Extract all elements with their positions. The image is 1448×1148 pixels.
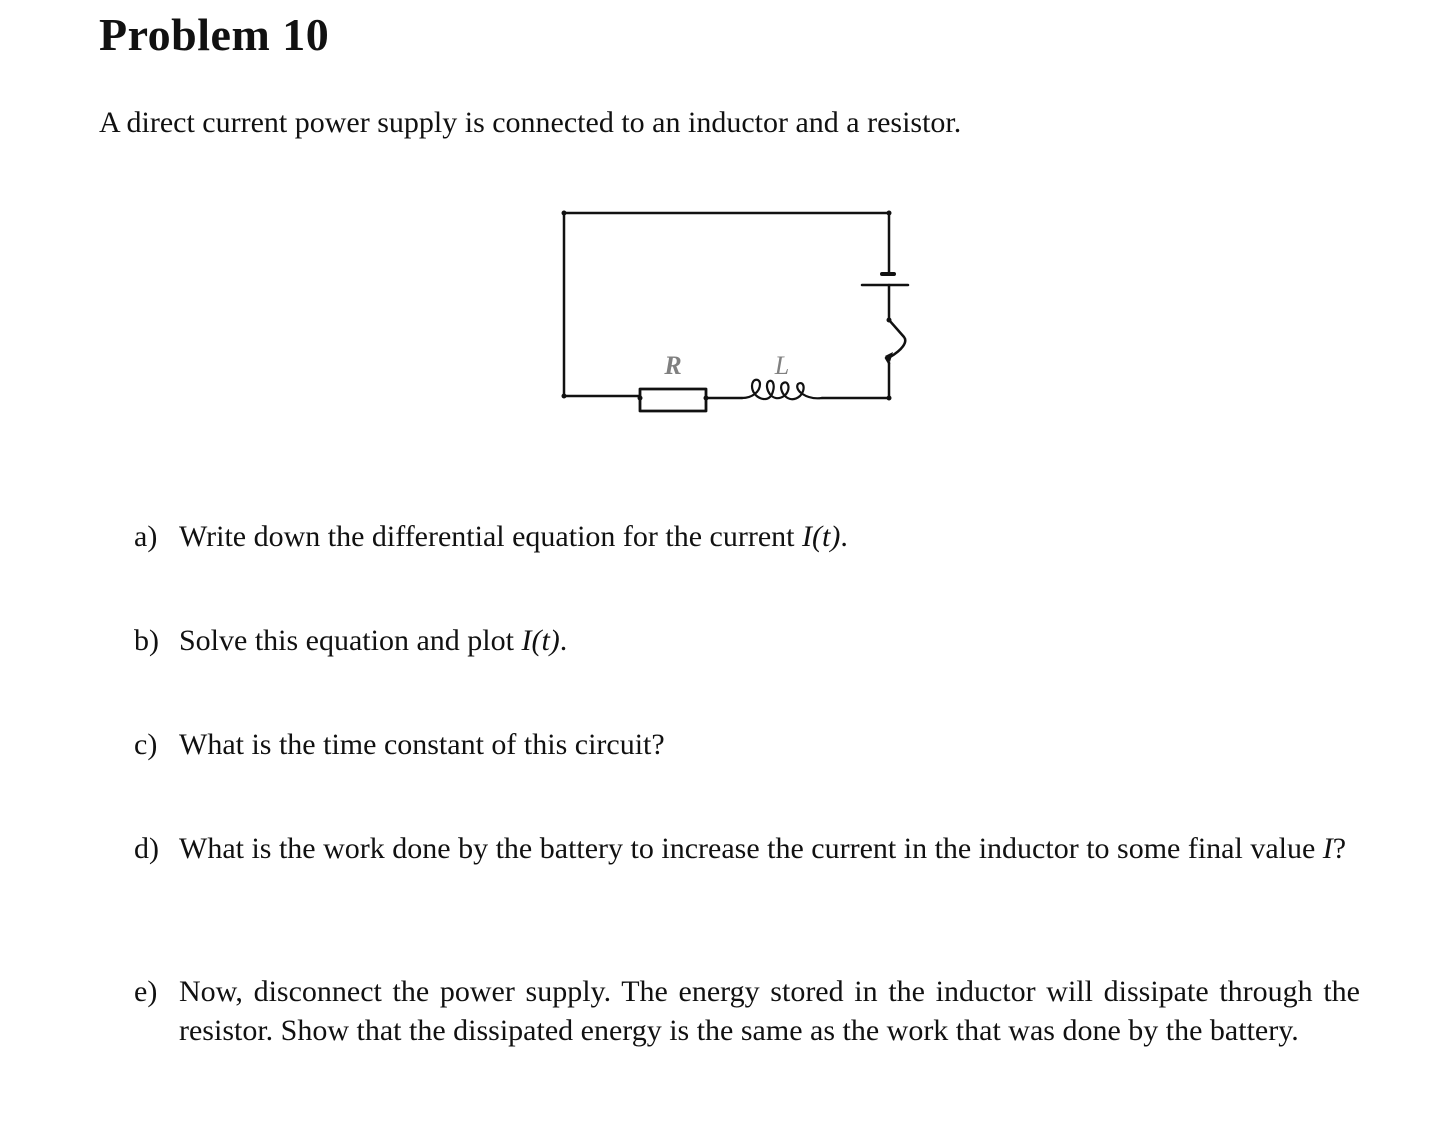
question-label: d) (134, 832, 159, 865)
question-text: Solve this equation and plot I(t). (179, 624, 568, 657)
resistor (640, 389, 706, 411)
question-d (134, 829, 1360, 868)
question-label: e) (134, 975, 158, 1008)
inductor-label: L (774, 351, 790, 380)
question-e (134, 972, 1360, 1050)
question-text: What is the work done by the battery to increase the current in the inductor to some final value I? (179, 832, 1347, 865)
math-expression: I(t) (521, 624, 560, 657)
question-label: a) (134, 520, 158, 553)
math-expression: I (1322, 832, 1333, 865)
circuit-diagram (550, 200, 910, 420)
problem-title: Problem 10 (99, 9, 330, 60)
math-expression: I(t) (802, 520, 841, 553)
question-text: What is the time constant of this circuit? (179, 728, 665, 761)
question-a (134, 517, 1360, 556)
problem-intro: A direct current power supply is connected to an inductor and a resistor. (99, 106, 962, 139)
question-text: Now, disconnect the power supply. The energy stored in the inductor will dissipate through the resistor. Show that the dissipated energy is the same as the work that was done by the battery. (179, 975, 1360, 1047)
question-label: b) (134, 624, 159, 657)
switch-blade (889, 320, 905, 357)
question-b (134, 621, 1360, 660)
question-c (134, 725, 1360, 764)
inductor (742, 380, 822, 399)
resistor-label: R (664, 351, 682, 380)
question-text: Write down the differential equation for the current I(t). (179, 520, 848, 553)
question-label: c) (134, 728, 158, 761)
